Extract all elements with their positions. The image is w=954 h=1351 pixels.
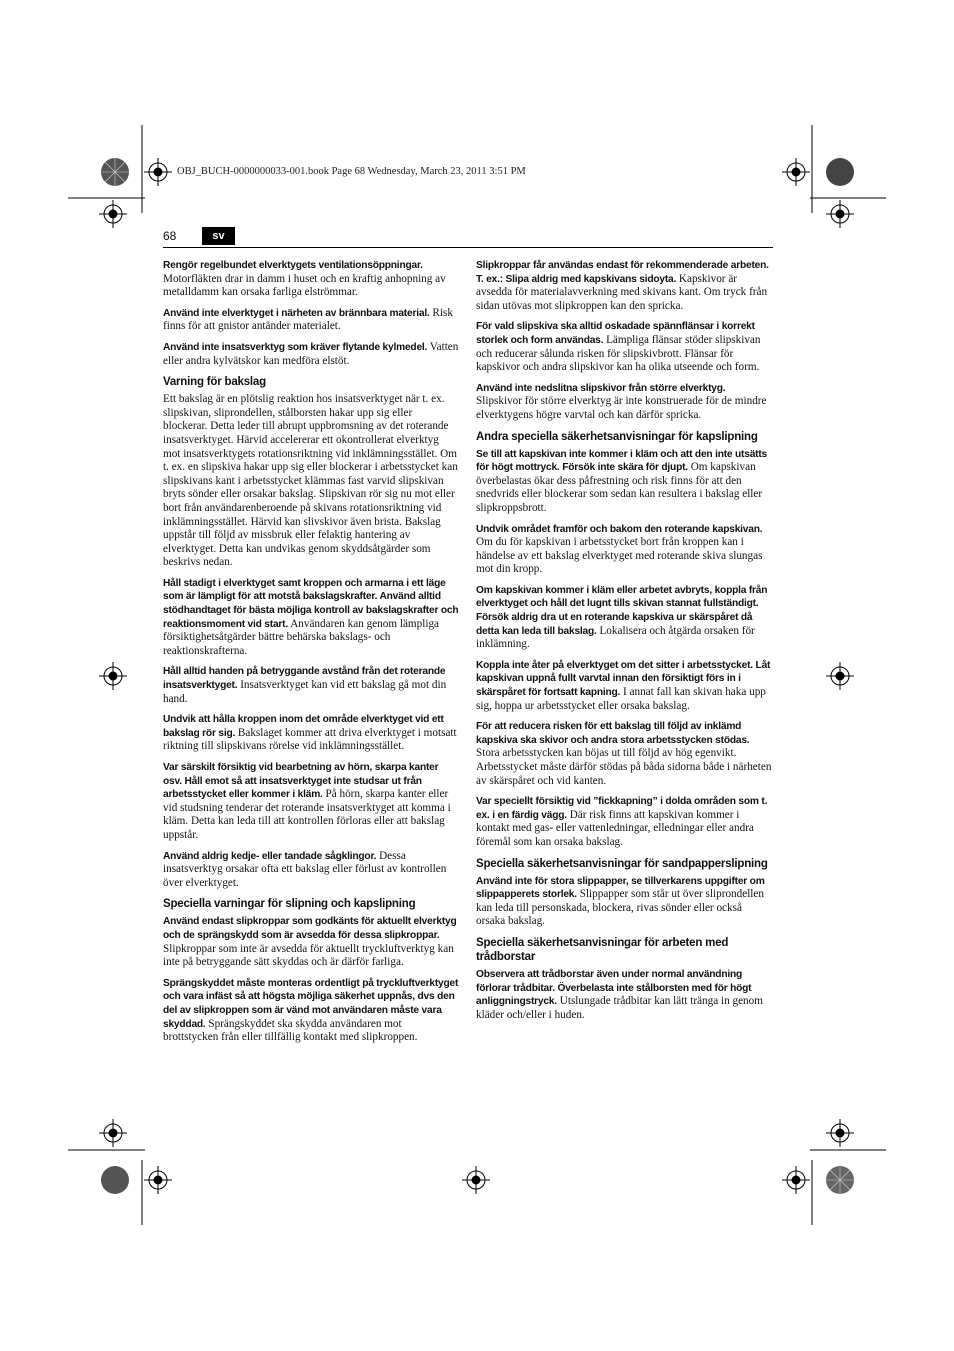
paragraph (476, 795, 772, 849)
paragraph (163, 915, 459, 969)
print-slug: OBJ_BUCH-0000000033-001.book Page 68 Wednesday, March 23, 2011 3:51 PM (177, 166, 526, 177)
paragraph-body: Stora arbetsstycken kan böjas ut till följd av hög egenvikt. Arbetsstycket måste därför stödas på båda sidorna både i närheten av skärspåret och vid kanten. (476, 747, 772, 787)
paragraph-body: Dessa insatsverktyg orsakar ofta ett bakslag eller förlust av kontrollen över elverktyget. (163, 849, 447, 889)
section-heading: Speciella säkerhetsanvisningar för arbeten med trådborstar (476, 936, 729, 963)
paragraph-lead-bold: Använd endast slipkroppar som godkänts för aktuellt elverktyg och de sprängskydd som är avsedda för dessa slipkroppar. (163, 916, 457, 941)
paragraph (476, 523, 772, 577)
paragraph-body: Om kapskivan överbelastas ökar dess påfrestning och risk finns för att den snedvrids eller blockerar som sedan kan resultera i bakslag eller slipkroppsbrott. (476, 461, 763, 514)
paragraph-body: Utslungade trådbitar kan lätt tränga in genom kläder och/eller i huden. (476, 995, 763, 1021)
paragraph-lead-bold: Håll stadigt i elverktyget samt kroppen och armarna i ett läge som är lämpligt för att motstå bakslagskrafter. Använd alltid stödhandtaget för bästa möjliga kontroll av bakslagskrafter och reaktionsmoment vid start. (163, 577, 459, 630)
section-heading: Varning för bakslag (163, 376, 266, 389)
paragraph-body: Kapskivor är avsedda för materialavverkning med skivans kant. Om tryck från sidan utövas mot slipkroppen kan den spricka. (476, 272, 768, 312)
paragraph (476, 259, 772, 313)
paragraph-lead-bold: Använd aldrig kedje- eller tandade sågklingor. (163, 850, 377, 862)
paragraph-body: Risk finns för att gnistor antänder materialet. (163, 306, 453, 333)
paragraph-lead-bold: För att reducera risken för ett bakslag till följd av inklämd kapskiva ska skivor och andra stora arbetsstycken stödas. (476, 721, 750, 746)
paragraph-lead-bold: Håll alltid handen på betryggande avstånd från det roterande insatsverktyget. (163, 666, 446, 692)
paragraph-lead-bold: Slipkroppar får användas endast för rekommenderade arbeten. T. ex.: Slipa aldrig med kapskivans sidoyta. (476, 260, 769, 285)
header-rule (163, 247, 773, 248)
paragraph-lead-bold: Undvik området framför och bakom den roterande kapskivan. (476, 523, 763, 535)
paragraph-body: Lämpliga flänsar stöder slipskivan och reducerar sålunda risken för slipskivbrott. Flänsar för kapskivor och andra slipskivor kan ha olika utseende och form. (476, 333, 761, 374)
paragraph (163, 259, 459, 300)
paragraph (476, 584, 772, 652)
paragraph-lead-bold: Observera att trådborstar även under normal användning förlorar trådbitar. Överbelasta inte stålborsten med för högt anliggningstryck. (476, 968, 752, 1008)
section-heading: Speciella varningar för slipning och kapslipning (163, 898, 416, 911)
paragraph-body: Sprängskyddet ska skydda användaren mot brottstycken från eller tillfällig kontakt med slipkroppen. (163, 1017, 418, 1044)
paragraph-body: Slipkroppar som inte är avsedda för aktuellt tryckluftverktyg kan inte på betryggande sätt skyddas och är därför farliga. (163, 942, 454, 969)
paragraph (163, 393, 459, 570)
paragraph (163, 850, 459, 891)
paragraph-body: Insatsverktyget kan vid ett bakslag gå mot din hand. (163, 679, 447, 705)
paragraph-body: Om du för kapskivan i arbetsstycket bort från kroppen kan i händelse av ett bakslag elverktyget med roterande skiva slungas mot din kropp. (476, 536, 763, 576)
paragraph-body: Vatten eller andra kylvätskor kan medföra elstöt. (163, 340, 459, 367)
section-heading: Speciella säkerhetsanvisningar för sandpapperslipning (476, 857, 768, 870)
paragraph-body: Bakslaget kommer att driva elverktyget i motsatt riktning till slipskivans rörelse vid inklämningsstället. (163, 726, 457, 753)
paragraph (476, 720, 772, 788)
paragraph-body: Motorfläkten drar in damm i huset och en kraftig anhopning av metalldamm kan orsaka farliga elströmmar. (163, 272, 446, 299)
paragraph (163, 577, 459, 659)
paragraph-lead-bold: Använd inte nedslitna slipskivor från större elverktyg. (476, 382, 726, 394)
paragraph-body: Lokalisera och åtgärda orsaken för inklämning. (476, 624, 755, 651)
paragraph (163, 761, 459, 843)
paragraph-body: Där risk finns att kapskivan kommer i kontakt med gas- eller vattenledningar, elledningar eller andra föremål som kan orsaka bakslag. (476, 808, 754, 848)
paragraph (476, 968, 772, 1022)
paragraph-body: Slipskivor för större elverktyg är inte konstruerade för de mindre elverktygens högre varvtal och kan därför spricka. (476, 395, 767, 421)
paragraph (163, 977, 459, 1045)
paragraph-lead-bold: För vald slipskiva ska alltid oskadade spännflänsar i korrekt storlek och form användas. (476, 321, 755, 346)
paragraph-lead-bold: Undvik att hålla kroppen inom det område elverktyget vid ett bakslag rör sig. (163, 714, 444, 739)
paragraph (163, 341, 459, 368)
paragraph-body: På hörn, skarpa kanter eller vid studsning tenderar det roterande insatsverktyget att komma i kläm. Detta kan leda till att kontrollen förloras eller att bakslag uppstår. (163, 788, 451, 841)
paragraph-body: Slippapper som står ut över sliprondellen kan leda till personskada, blockera, rivas sönder eller också orsaka bakslag. (476, 888, 764, 928)
language-badge: sv (202, 227, 235, 245)
paragraph (163, 307, 459, 334)
paragraph-lead-bold: Koppla inte åter på elverktyget om det sitter i arbetsstycket. Låt kapskivan uppnå fullt varvtal innan den försiktigt förs in i skärspåret för fortsatt kapning. (476, 659, 771, 699)
section-heading: Andra speciella säkerhetsanvisningar för kapslipning (476, 430, 758, 443)
paragraph-lead-bold: Var särskilt försiktig vid bearbetning av hörn, skarpa kanter osv. Håll emot så att insatsverktyget inte studsar ut från arbetsstycket eller kommer i kläm. (163, 762, 439, 801)
paragraph-lead-bold: Rengör regelbundet elverktygets ventilationsöppningar. (163, 260, 423, 271)
left-column (163, 259, 459, 1052)
paragraph-body: I annat fall kan skivan haka upp sig, hoppa ur arbetsstycket eller orsaka bakslag. (476, 686, 766, 712)
paragraph-lead-bold: Var speciellt försiktig vid ”fickkapning” i dolda områden som t. ex. i en färdig vägg. (476, 796, 768, 821)
paragraph-body: Användaren kan genom lämpliga försiktighetsåtgärder bättre behärska bakslags- och reaktionskrafterna. (163, 617, 440, 657)
paragraph-body: Ett bakslag är en plötslig reaktion hos insatsverktyget när t. ex. slipskivan, sliprondellen, stålborsten hakar upp sig eller blockerar. Detta leder till abrupt uppbromsning av det roterande insatsverktyget. Härvid accelererar ett okontrollerat elverktyg mot insatsverktygets rotationsriktning vid inklämningsstället. Om t. ex. en slipskiva hakar upp sig eller blockerar i arbetsstycket kan slipskivans kant i arbetsstycket klämmas fast varvid slipskivan bryts sönder eller orsakar bakslag. Slipskivan rör sig nu mot eller bort från användarenberoende på skivans rotationsriktning vid inklämningsstället. Härvid kan slivskivor även brista. Bakslag uppstår till följd av missbruk eller felaktig hantering av elverktyget. Detta kan undvikas genom skyddsåtgärder som beskrivs nedan. (163, 393, 458, 569)
paragraph-lead-bold: Använd inte insatsverktyg som kräver flytande kylmedel. (163, 341, 428, 353)
paragraph-lead-bold: Se till att kapskivan inte kommer i kläm och att den inte utsätts för högt mottryck. Försök inte skära för djupt. (476, 448, 768, 474)
paragraph (476, 875, 772, 929)
right-column (476, 259, 772, 1029)
paragraph-lead-bold: Använd inte för stora slippapper, se tillverkarens uppgifter om slippapperets storlek. (476, 875, 765, 901)
paragraph-lead-bold: Om kapskivan kommer i kläm eller arbetet avbryts, koppla från elverktyget och håll det lugnt tills skivan stannat fullständigt. Försök aldrig dra ut en roterande kapskiva ur skärspåret då detta kan leda till bakslag. (476, 584, 768, 637)
paragraph (476, 320, 772, 374)
paragraph-lead-bold: Använd inte elverktyget i närheten av brännbara material. (163, 307, 430, 319)
paragraph (163, 713, 459, 754)
page-number: 68 (163, 229, 177, 243)
paragraph (476, 659, 772, 713)
paragraph (163, 665, 459, 706)
paragraph (476, 382, 772, 423)
paragraph (476, 448, 772, 516)
paragraph-lead-bold: Sprängskyddet måste monteras ordentligt på tryckluftverktyget och vara infäst så att högsta möjliga säkerhet uppnås, dvs den del av slipkroppen som är vänd mot användaren måste vara skyddad. (163, 977, 459, 1030)
